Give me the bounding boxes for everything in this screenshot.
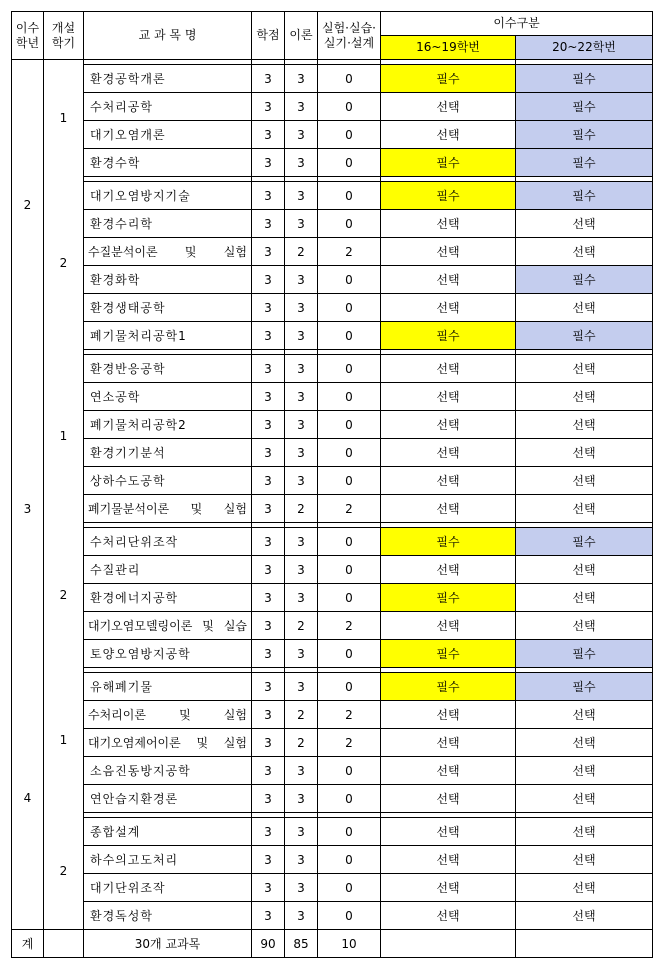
practice-cell: 2 [318,701,381,729]
practice-cell: 0 [318,640,381,668]
practice-cell: 0 [318,121,381,149]
cohort-20-22-cell: 필수 [516,182,653,210]
theory-cell: 3 [285,640,318,668]
theory-cell: 3 [285,673,318,701]
practice-cell: 2 [318,238,381,266]
practice-cell: 0 [318,556,381,584]
cohort-20-22-cell: 필수 [516,121,653,149]
credit-cell: 3 [252,640,285,668]
cohort-20-22-cell: 선택 [516,210,653,238]
credit-cell: 3 [252,383,285,411]
practice-cell: 0 [318,182,381,210]
practice-cell: 2 [318,612,381,640]
course-row [12,210,653,238]
course-row [12,322,653,350]
course-name: 수처리단위조작 [84,528,252,556]
course-row [12,266,653,294]
cohort-16-19-cell: 선택 [381,701,516,729]
course-row [12,528,653,556]
practice-cell: 0 [318,266,381,294]
course-row [12,149,653,177]
theory-cell: 3 [285,874,318,902]
course-name: 대기오염모델링이론 및 실습 [84,612,252,640]
credit-cell: 3 [252,818,285,846]
cohort-20-22-cell: 필수 [516,93,653,121]
theory-cell: 3 [285,149,318,177]
credit-cell: 3 [252,556,285,584]
course-name: 상하수도공학 [84,467,252,495]
credit-cell: 3 [252,612,285,640]
cohort-16-19-cell: 선택 [381,439,516,467]
cohort-20-22-cell: 선택 [516,294,653,322]
theory-cell: 3 [285,182,318,210]
credit-cell: 3 [252,584,285,612]
theory-cell: 3 [285,846,318,874]
practice-cell: 0 [318,294,381,322]
semester-cell: 2 [44,523,84,668]
course-name: 연소공학 [84,383,252,411]
practice-cell: 0 [318,210,381,238]
cohort-20-22-cell: 선택 [516,439,653,467]
practice-cell: 0 [318,383,381,411]
course-row [12,757,653,785]
credit-cell: 3 [252,902,285,930]
theory-cell: 3 [285,210,318,238]
credit-cell: 3 [252,701,285,729]
theory-cell: 3 [285,121,318,149]
year-cell: 4 [12,668,44,930]
practice-cell: 0 [318,467,381,495]
course-name: 하수의고도처리 [84,846,252,874]
theory-cell: 3 [285,757,318,785]
course-row [12,238,653,266]
credit-cell: 3 [252,149,285,177]
cohort-16-19-cell: 필수 [381,673,516,701]
cohort-20-22-cell: 필수 [516,65,653,93]
course-name: 환경기기분석 [84,439,252,467]
semester-cell: 1 [44,668,84,813]
cohort-20-22-cell: 필수 [516,149,653,177]
curriculum-body [12,60,653,958]
practice-cell: 0 [318,93,381,121]
practice-cell: 0 [318,902,381,930]
credit-cell: 3 [252,757,285,785]
theory-cell: 3 [285,65,318,93]
course-row [12,182,653,210]
credit-cell: 3 [252,182,285,210]
credit-cell: 3 [252,467,285,495]
credit-cell: 3 [252,355,285,383]
credit-cell: 3 [252,874,285,902]
credit-cell: 3 [252,121,285,149]
credit-cell: 3 [252,729,285,757]
cohort-16-19-cell: 선택 [381,902,516,930]
course-name: 유해폐기물 [84,673,252,701]
header-theory: 이론 [285,12,318,60]
course-name: 종합설계 [84,818,252,846]
header-practice: 실험·실습· 실기·설계 [318,12,381,60]
credit-cell: 3 [252,238,285,266]
course-row [12,673,653,701]
theory-cell: 2 [285,701,318,729]
course-row [12,65,653,93]
course-row [12,93,653,121]
course-row [12,818,653,846]
practice-cell: 0 [318,439,381,467]
course-row [12,294,653,322]
cohort-16-19-cell: 필수 [381,149,516,177]
theory-cell: 3 [285,584,318,612]
cohort-16-19-cell: 필수 [381,528,516,556]
cohort-20-22-cell: 선택 [516,495,653,523]
cohort-20-22-cell: 선택 [516,411,653,439]
cohort-20-22-cell: 선택 [516,757,653,785]
theory-cell: 2 [285,495,318,523]
practice-cell: 0 [318,149,381,177]
theory-cell: 2 [285,612,318,640]
theory-cell: 3 [285,355,318,383]
practice-cell: 0 [318,818,381,846]
cohort-16-19-cell: 필수 [381,640,516,668]
practice-cell: 0 [318,528,381,556]
course-row [12,729,653,757]
course-row [12,355,653,383]
course-row [12,874,653,902]
theory-cell: 3 [285,818,318,846]
course-row [12,383,653,411]
cohort-16-19-cell: 선택 [381,556,516,584]
theory-cell: 3 [285,528,318,556]
course-row [12,495,653,523]
course-row [12,439,653,467]
credit-cell: 3 [252,439,285,467]
course-name: 환경화학 [84,266,252,294]
course-name: 연안습지환경론 [84,785,252,813]
total-practice: 10 [318,930,381,958]
header-cohort-20-22: 20~22학번 [516,36,653,60]
credit-cell: 3 [252,528,285,556]
theory-cell: 2 [285,238,318,266]
course-row [12,612,653,640]
course-name: 수질분석이론 및 실험 [84,238,252,266]
course-row [12,785,653,813]
cohort-16-19-cell: 선택 [381,383,516,411]
course-name: 환경반응공학 [84,355,252,383]
header-cohort-16-19: 16~19학번 [381,36,516,60]
cohort-16-19-cell: 필수 [381,584,516,612]
course-row [12,584,653,612]
header-category: 이수구분 [381,12,653,36]
credit-cell: 3 [252,322,285,350]
cohort-20-22-cell: 필수 [516,528,653,556]
cohort-20-22-cell: 선택 [516,383,653,411]
practice-cell: 0 [318,673,381,701]
course-row [12,467,653,495]
course-name: 소음진동방지공학 [84,757,252,785]
course-row [12,411,653,439]
total-credit: 90 [252,930,285,958]
credit-cell: 3 [252,846,285,874]
cohort-16-19-cell: 선택 [381,818,516,846]
cohort-16-19-cell: 선택 [381,612,516,640]
cohort-16-19-cell: 선택 [381,467,516,495]
semester-cell: 2 [44,813,84,930]
cohort-20-22-cell: 선택 [516,355,653,383]
theory-cell: 2 [285,729,318,757]
cohort-16-19-cell: 선택 [381,294,516,322]
practice-cell: 0 [318,65,381,93]
theory-cell: 3 [285,266,318,294]
course-name: 대기단위조작 [84,874,252,902]
practice-cell: 0 [318,874,381,902]
course-row [12,121,653,149]
practice-cell: 2 [318,729,381,757]
credit-cell: 3 [252,495,285,523]
total-courses: 30개 교과목 [84,930,252,958]
cohort-16-19-cell: 선택 [381,785,516,813]
theory-cell: 3 [285,556,318,584]
cohort-16-19-cell: 필수 [381,65,516,93]
course-name: 대기오염방지기술 [84,182,252,210]
year-cell: 2 [12,60,44,350]
cohort-20-22-cell: 선택 [516,902,653,930]
course-row [12,556,653,584]
course-name: 환경생태공학 [84,294,252,322]
cohort-16-19-cell: 선택 [381,729,516,757]
cohort-16-19-cell: 선택 [381,355,516,383]
header-semester: 개설 학기 [44,12,84,60]
course-name: 폐기물분석이론 및 실험 [84,495,252,523]
course-name: 환경에너지공학 [84,584,252,612]
cohort-16-19-cell: 선택 [381,874,516,902]
cohort-20-22-cell: 선택 [516,584,653,612]
practice-cell: 0 [318,785,381,813]
theory-cell: 3 [285,439,318,467]
cohort-16-19-cell: 선택 [381,210,516,238]
course-name: 수질관리 [84,556,252,584]
cohort-20-22-cell: 선택 [516,846,653,874]
cohort-20-22-cell: 선택 [516,729,653,757]
course-name: 폐기물처리공학2 [84,411,252,439]
credit-cell: 3 [252,93,285,121]
practice-cell: 0 [318,411,381,439]
course-name: 수처리공학 [84,93,252,121]
credit-cell: 3 [252,785,285,813]
total-cohort-16-19 [381,930,516,958]
course-name: 환경독성학 [84,902,252,930]
practice-cell: 0 [318,584,381,612]
cohort-20-22-cell: 필수 [516,322,653,350]
practice-cell: 2 [318,495,381,523]
cohort-20-22-cell: 선택 [516,874,653,902]
practice-cell: 0 [318,355,381,383]
total-row [12,930,653,958]
course-name: 폐기물처리공학1 [84,322,252,350]
header-year: 이수 학년 [12,12,44,60]
semester-cell: 2 [44,177,84,350]
course-name: 대기오염제어이론 및 실험 [84,729,252,757]
theory-cell: 3 [285,294,318,322]
cohort-20-22-cell: 선택 [516,785,653,813]
cohort-16-19-cell: 선택 [381,266,516,294]
theory-cell: 3 [285,322,318,350]
cohort-20-22-cell: 필수 [516,673,653,701]
cohort-16-19-cell: 선택 [381,411,516,439]
cohort-16-19-cell: 선택 [381,495,516,523]
theory-cell: 3 [285,902,318,930]
course-row [12,640,653,668]
practice-cell: 0 [318,846,381,874]
curriculum-table [11,11,653,958]
course-name: 환경공학개론 [84,65,252,93]
cohort-16-19-cell: 선택 [381,757,516,785]
cohort-16-19-cell: 선택 [381,121,516,149]
credit-cell: 3 [252,294,285,322]
semester-cell: 1 [44,350,84,523]
cohort-16-19-cell: 선택 [381,846,516,874]
year-cell: 3 [12,350,44,668]
credit-cell: 3 [252,673,285,701]
cohort-20-22-cell: 선택 [516,612,653,640]
course-row [12,846,653,874]
semester-cell: 1 [44,60,84,177]
cohort-20-22-cell: 선택 [516,467,653,495]
credit-cell: 3 [252,65,285,93]
total-theory: 85 [285,930,318,958]
practice-cell: 0 [318,322,381,350]
course-row [12,902,653,930]
course-name: 토양오염방지공학 [84,640,252,668]
cohort-16-19-cell: 선택 [381,238,516,266]
theory-cell: 3 [285,467,318,495]
course-name: 대기오염개론 [84,121,252,149]
theory-cell: 3 [285,411,318,439]
cohort-16-19-cell: 필수 [381,182,516,210]
theory-cell: 3 [285,93,318,121]
cohort-16-19-cell: 필수 [381,322,516,350]
course-name: 수처리이론 및 실험 [84,701,252,729]
practice-cell: 0 [318,757,381,785]
cohort-20-22-cell: 선택 [516,818,653,846]
theory-cell: 3 [285,785,318,813]
credit-cell: 3 [252,411,285,439]
cohort-20-22-cell: 선택 [516,238,653,266]
cohort-20-22-cell: 선택 [516,701,653,729]
header-course: 교 과 목 명 [84,12,252,60]
credit-cell: 3 [252,266,285,294]
course-name: 환경수학 [84,149,252,177]
cohort-16-19-cell: 선택 [381,93,516,121]
theory-cell: 3 [285,383,318,411]
credit-cell: 3 [252,210,285,238]
cohort-20-22-cell: 필수 [516,266,653,294]
header-credit: 학점 [252,12,285,60]
total-cohort-20-22 [516,930,653,958]
total-empty [44,930,84,958]
total-label: 계 [12,930,44,958]
cohort-20-22-cell: 필수 [516,640,653,668]
course-row [12,701,653,729]
course-name: 환경수리학 [84,210,252,238]
cohort-20-22-cell: 선택 [516,556,653,584]
